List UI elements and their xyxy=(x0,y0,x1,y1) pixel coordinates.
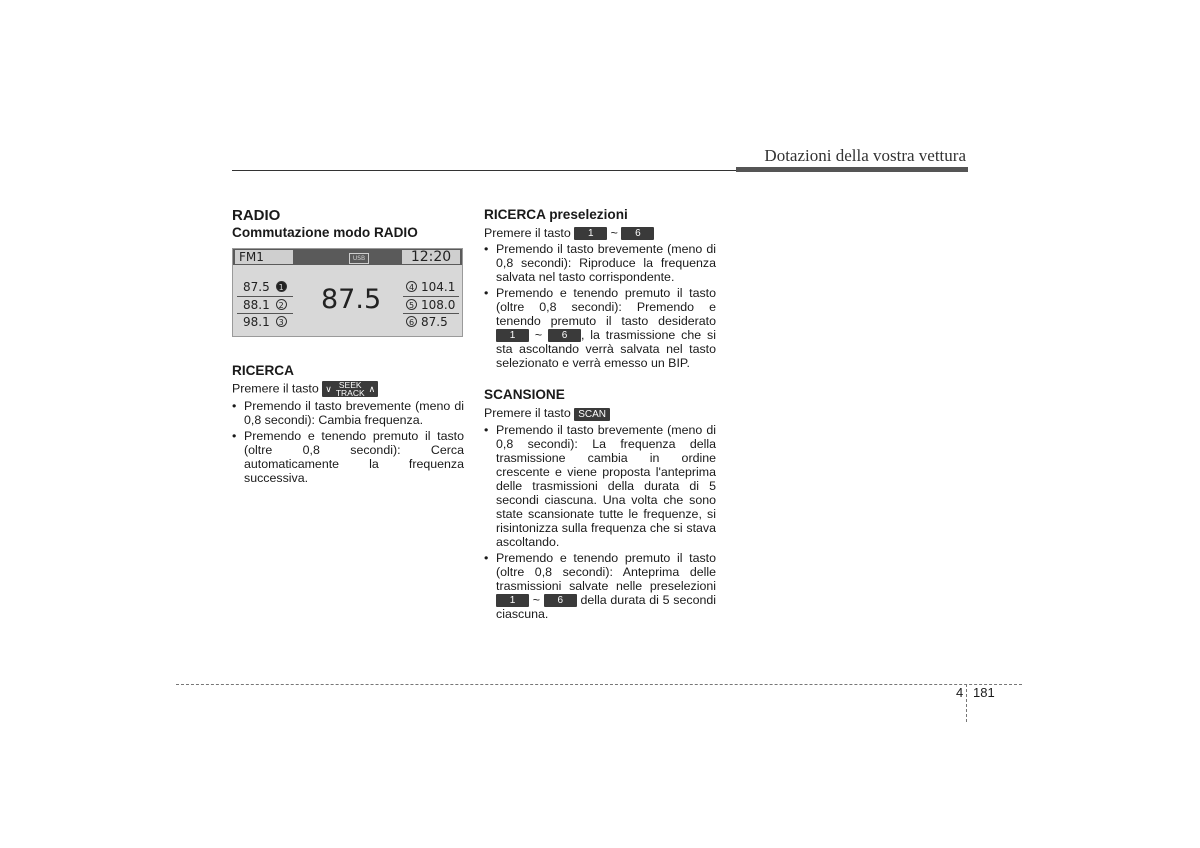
display-divider xyxy=(403,296,459,297)
preset-row-4 xyxy=(406,280,455,294)
preset-number-icon: 5 xyxy=(406,299,417,310)
preset-row-1 xyxy=(243,280,287,294)
list-item: • Premendo e tenendo premuto il tasto (oltre 0,8 secondi): Cerca automaticamente la frequenza successiva. xyxy=(232,429,464,485)
preset-number-icon: 2 xyxy=(276,299,287,310)
list-item-text: della durata di 5 secondi ciascuna. xyxy=(496,592,717,621)
band-label: FM1 xyxy=(235,250,293,264)
radio-display xyxy=(232,248,463,337)
instruction-text: Premere il tasto xyxy=(232,381,319,396)
preset-row-5 xyxy=(406,298,455,312)
key-1: 1 xyxy=(574,227,607,240)
list-item: • Premendo il tasto brevemente (meno di 0,8 secondi): Riproduce la frequenza salvata nel tasto corrispondente. xyxy=(484,242,716,284)
key-6: 6 xyxy=(544,594,577,607)
list-item xyxy=(484,551,716,621)
running-header: Dotazioni della vostra vettura xyxy=(764,146,966,165)
preset-number-icon: 6 xyxy=(406,316,417,327)
page-number: 181 xyxy=(973,685,995,700)
preset-heading: RICERCA preselezioni xyxy=(484,207,628,222)
chevron-up-icon: ∧ xyxy=(368,384,376,394)
preset-instruction xyxy=(484,226,716,240)
list-item-text: , la trasmissione che si sta ascoltando verrà salvata nel tasto selezionato e verrà emesso un BIP. xyxy=(496,328,716,371)
tilde: ~ xyxy=(534,328,543,343)
radio-heading: RADIO xyxy=(232,207,281,224)
ricerca-instruction xyxy=(232,381,464,397)
left-column xyxy=(232,207,464,241)
clock: 12:20 xyxy=(402,250,460,264)
chapter-number: 4 xyxy=(956,685,964,700)
instruction-text: Premere il tasto xyxy=(484,226,571,240)
radio-subheading: Commutazione modo RADIO xyxy=(232,225,418,240)
tilde: ~ xyxy=(532,592,540,607)
ricerca-heading: RICERCA xyxy=(232,363,294,378)
preset-row-3 xyxy=(243,315,287,329)
preset-list xyxy=(484,242,716,370)
footer-divider xyxy=(966,684,967,722)
track-label: TRACK xyxy=(335,388,365,398)
preset-freq: 104.1 xyxy=(421,280,456,294)
right-column xyxy=(484,207,716,623)
preset-row-2 xyxy=(243,298,287,312)
list-item: • Premendo il tasto brevemente (meno di 0,8 secondi): La frequenza della trasmissione cambia in ordine crescente e viene proposta l'anteprima delle trasmissioni della durata di 5 secondi ciascuna. Una volta che sono state scansionate tutte le frequenze, si risintonizza sulla frequenza che si stava ascoltando. xyxy=(484,423,716,549)
key-1: 1 xyxy=(496,594,529,607)
header-rule xyxy=(232,170,736,171)
key-1: 1 xyxy=(496,329,529,342)
preset-row-6 xyxy=(406,315,448,329)
list-item-text: Premendo e tenendo premuto il tasto (oltre 0,8 secondi): Premendo e tenendo premuto il tasto desiderato xyxy=(496,286,716,329)
scan-key: SCAN xyxy=(574,408,610,421)
list-item xyxy=(484,286,716,370)
preset-number-icon: 1 xyxy=(276,281,287,292)
display-top-bar xyxy=(233,249,462,265)
preset-freq: 87.5 xyxy=(421,315,448,329)
instruction-text: Premere il tasto xyxy=(484,406,571,421)
preset-freq: 88.1 xyxy=(243,298,270,312)
scan-list xyxy=(484,423,716,621)
preset-freq: 87.5 xyxy=(243,280,270,294)
main-frequency: 87.5 xyxy=(321,284,382,315)
preset-number-icon: 4 xyxy=(406,281,417,292)
ricerca-list xyxy=(232,399,464,485)
scan-instruction xyxy=(484,406,716,420)
header-bar xyxy=(736,167,968,172)
display-divider xyxy=(237,296,293,297)
preset-freq: 98.1 xyxy=(243,315,270,329)
seek-track-key xyxy=(322,381,378,397)
seek-label: SEEK xyxy=(338,380,362,390)
list-item-text: Premendo e tenendo premuto il tasto (oltre 0,8 secondi): Anteprima delle trasmissioni salvate nelle preselezioni xyxy=(496,550,716,593)
key-6: 6 xyxy=(621,227,654,240)
usb-icon: USB xyxy=(349,253,369,264)
preset-freq: 108.0 xyxy=(421,298,456,312)
chevron-down-icon: ∨ xyxy=(325,384,332,394)
list-item: • Premendo il tasto brevemente (meno di 0,8 secondi): Cambia frequenza. xyxy=(232,399,464,427)
preset-number-icon: 3 xyxy=(276,316,287,327)
key-6: 6 xyxy=(548,329,581,342)
display-divider xyxy=(403,313,459,314)
scan-heading: SCANSIONE xyxy=(484,387,565,403)
footer-rule xyxy=(176,684,1022,685)
ricerca-section xyxy=(232,363,464,487)
display-divider xyxy=(237,313,293,314)
tilde: ~ xyxy=(610,226,618,240)
